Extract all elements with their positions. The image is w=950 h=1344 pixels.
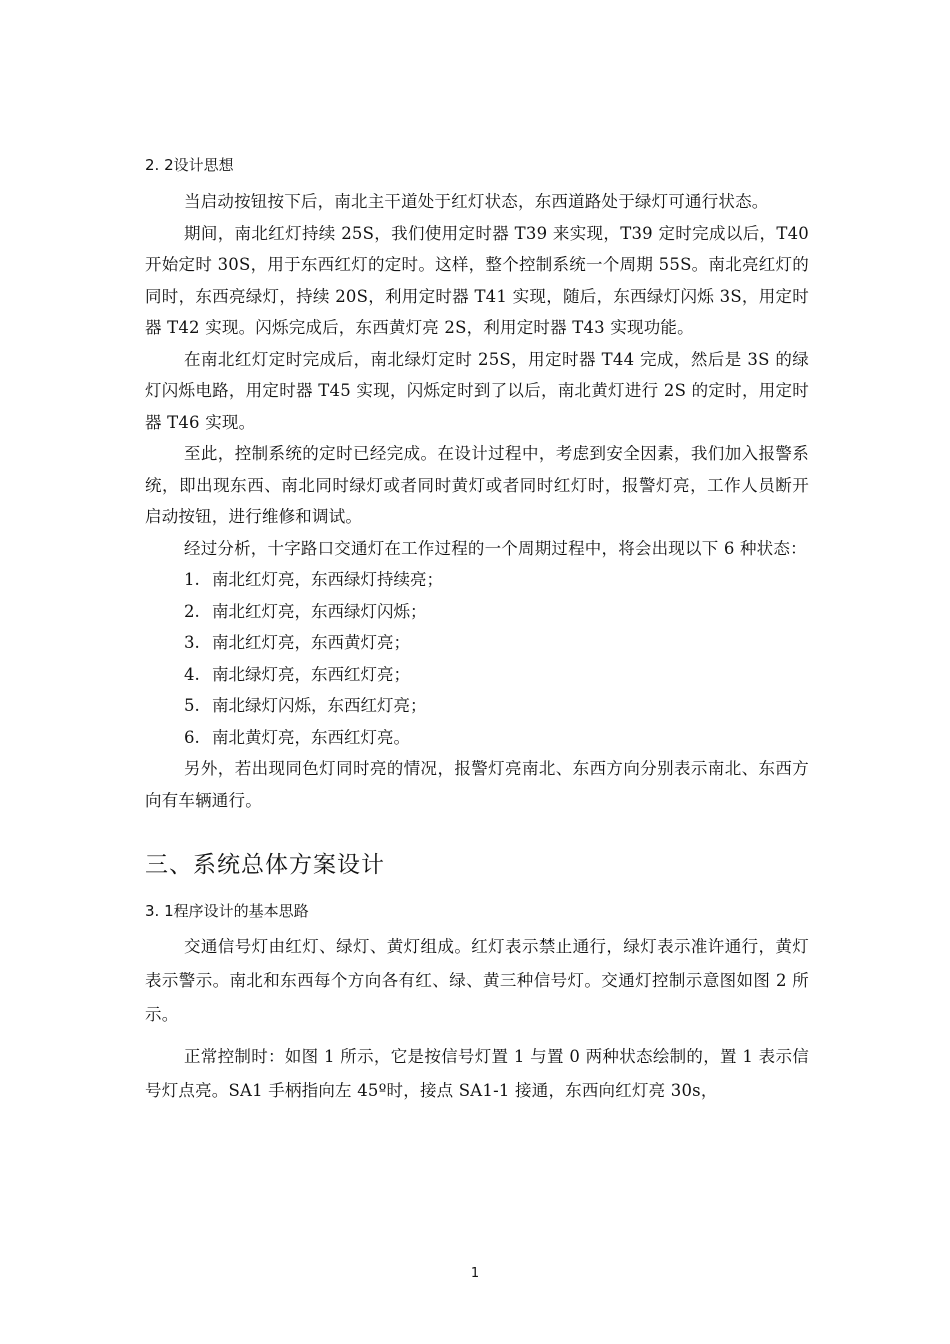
state-list	[145, 564, 809, 753]
list-item-number: 1.	[184, 570, 200, 589]
list-item	[145, 627, 809, 659]
list-item-text: 南北绿灯亮，东西红灯亮；	[212, 664, 410, 684]
list-item-text: 南北绿灯闪烁，东西红灯亮；	[212, 696, 427, 715]
list-item	[145, 564, 809, 596]
paragraph: 期间，南北红灯持续 25S，我们使用定时器 T39 来实现，T39 定时完成以后，T40 开始定时 30S，用于东西红灯的定时。这样，整个控制系统一个周期 55S。南北亮红灯的同时，东西亮绿灯，持续 20S，利用定时器 T41 实现，随后，东西绿灯闪烁 3S，用定时器 T42 实现。闪烁完成后，东西黄灯亮 2S，利用定时器 T43 实现功能。	[145, 223, 809, 337]
page-number: 1	[470, 1266, 480, 1281]
list-item-number: 2.	[184, 601, 200, 621]
list-item-number: 5.	[184, 696, 200, 715]
paragraph: 在南北红灯定时完成后，南北绿灯定时 25S，用定时器 T44 完成，然后是 3S 的绿灯闪烁电路，用定时器 T45 实现，闪烁定时到了以后，南北黄灯进行 2S 的定时，用定时器 T46 实现。	[145, 349, 809, 432]
paragraph: 交通信号灯由红灯、绿灯、黄灯组成。红灯表示禁止通行，绿灯表示准许通行，黄灯表示警示。南北和东西每个方向各有红、绿、黄三种信号灯。交通灯控制示意图如图 2 所示。	[145, 937, 809, 1024]
list-item-text: 南北红灯亮，东西黄灯亮；	[212, 633, 410, 652]
paragraph: 正常控制时：如图 1 所示，它是按信号灯置 1 与置 0 两种状态绘制的，置 1 表示信号灯点亮。SA1 手柄指向左 45º时，接点 SA1-1 接通，东西向红灯亮 30s，	[145, 1047, 809, 1100]
paragraph: 至此，控制系统的定时已经完成。在设计过程中，考虑到安全因素，我们加入报警系统，即出现东西、南北同时绿灯或者同时黄灯或者同时红灯时，报警灯亮，工作人员断开启动按钮，进行维修和调试。	[145, 444, 809, 526]
paragraph: 当启动按钮按下后，南北主干道处于红灯状态，东西道路处于绿灯可通行状态。	[184, 192, 769, 211]
section-heading-3-1: 3. 1程序设计的基本思路	[145, 902, 309, 920]
section-heading-2-2: 2. 2设计思想	[145, 156, 234, 174]
chapter-heading-3: 三、系统总体方案设计	[145, 852, 385, 878]
list-item-number: 4.	[184, 664, 200, 684]
list-item	[145, 722, 809, 754]
list-item-text: 南北红灯亮，东西绿灯闪烁；	[212, 601, 427, 621]
list-item-number: 6.	[184, 727, 200, 747]
list-item-number: 3.	[184, 633, 200, 652]
paragraph: 经过分析，十字路口交通灯在工作过程的一个周期过程中，将会出现以下 6 种状态：	[184, 538, 807, 558]
list-item-text: 南北红灯亮，东西绿灯持续亮；	[212, 570, 443, 589]
list-item	[145, 690, 809, 722]
list-item-text: 南北黄灯亮，东西红灯亮。	[212, 727, 410, 747]
paragraph: 另外，若出现同色灯同时亮的情况，报警灯亮南北、东西方向分别表示南北、东西方向有车辆通行。	[145, 759, 809, 810]
page-content	[145, 154, 809, 1108]
list-item	[145, 659, 809, 691]
list-item	[145, 596, 809, 628]
